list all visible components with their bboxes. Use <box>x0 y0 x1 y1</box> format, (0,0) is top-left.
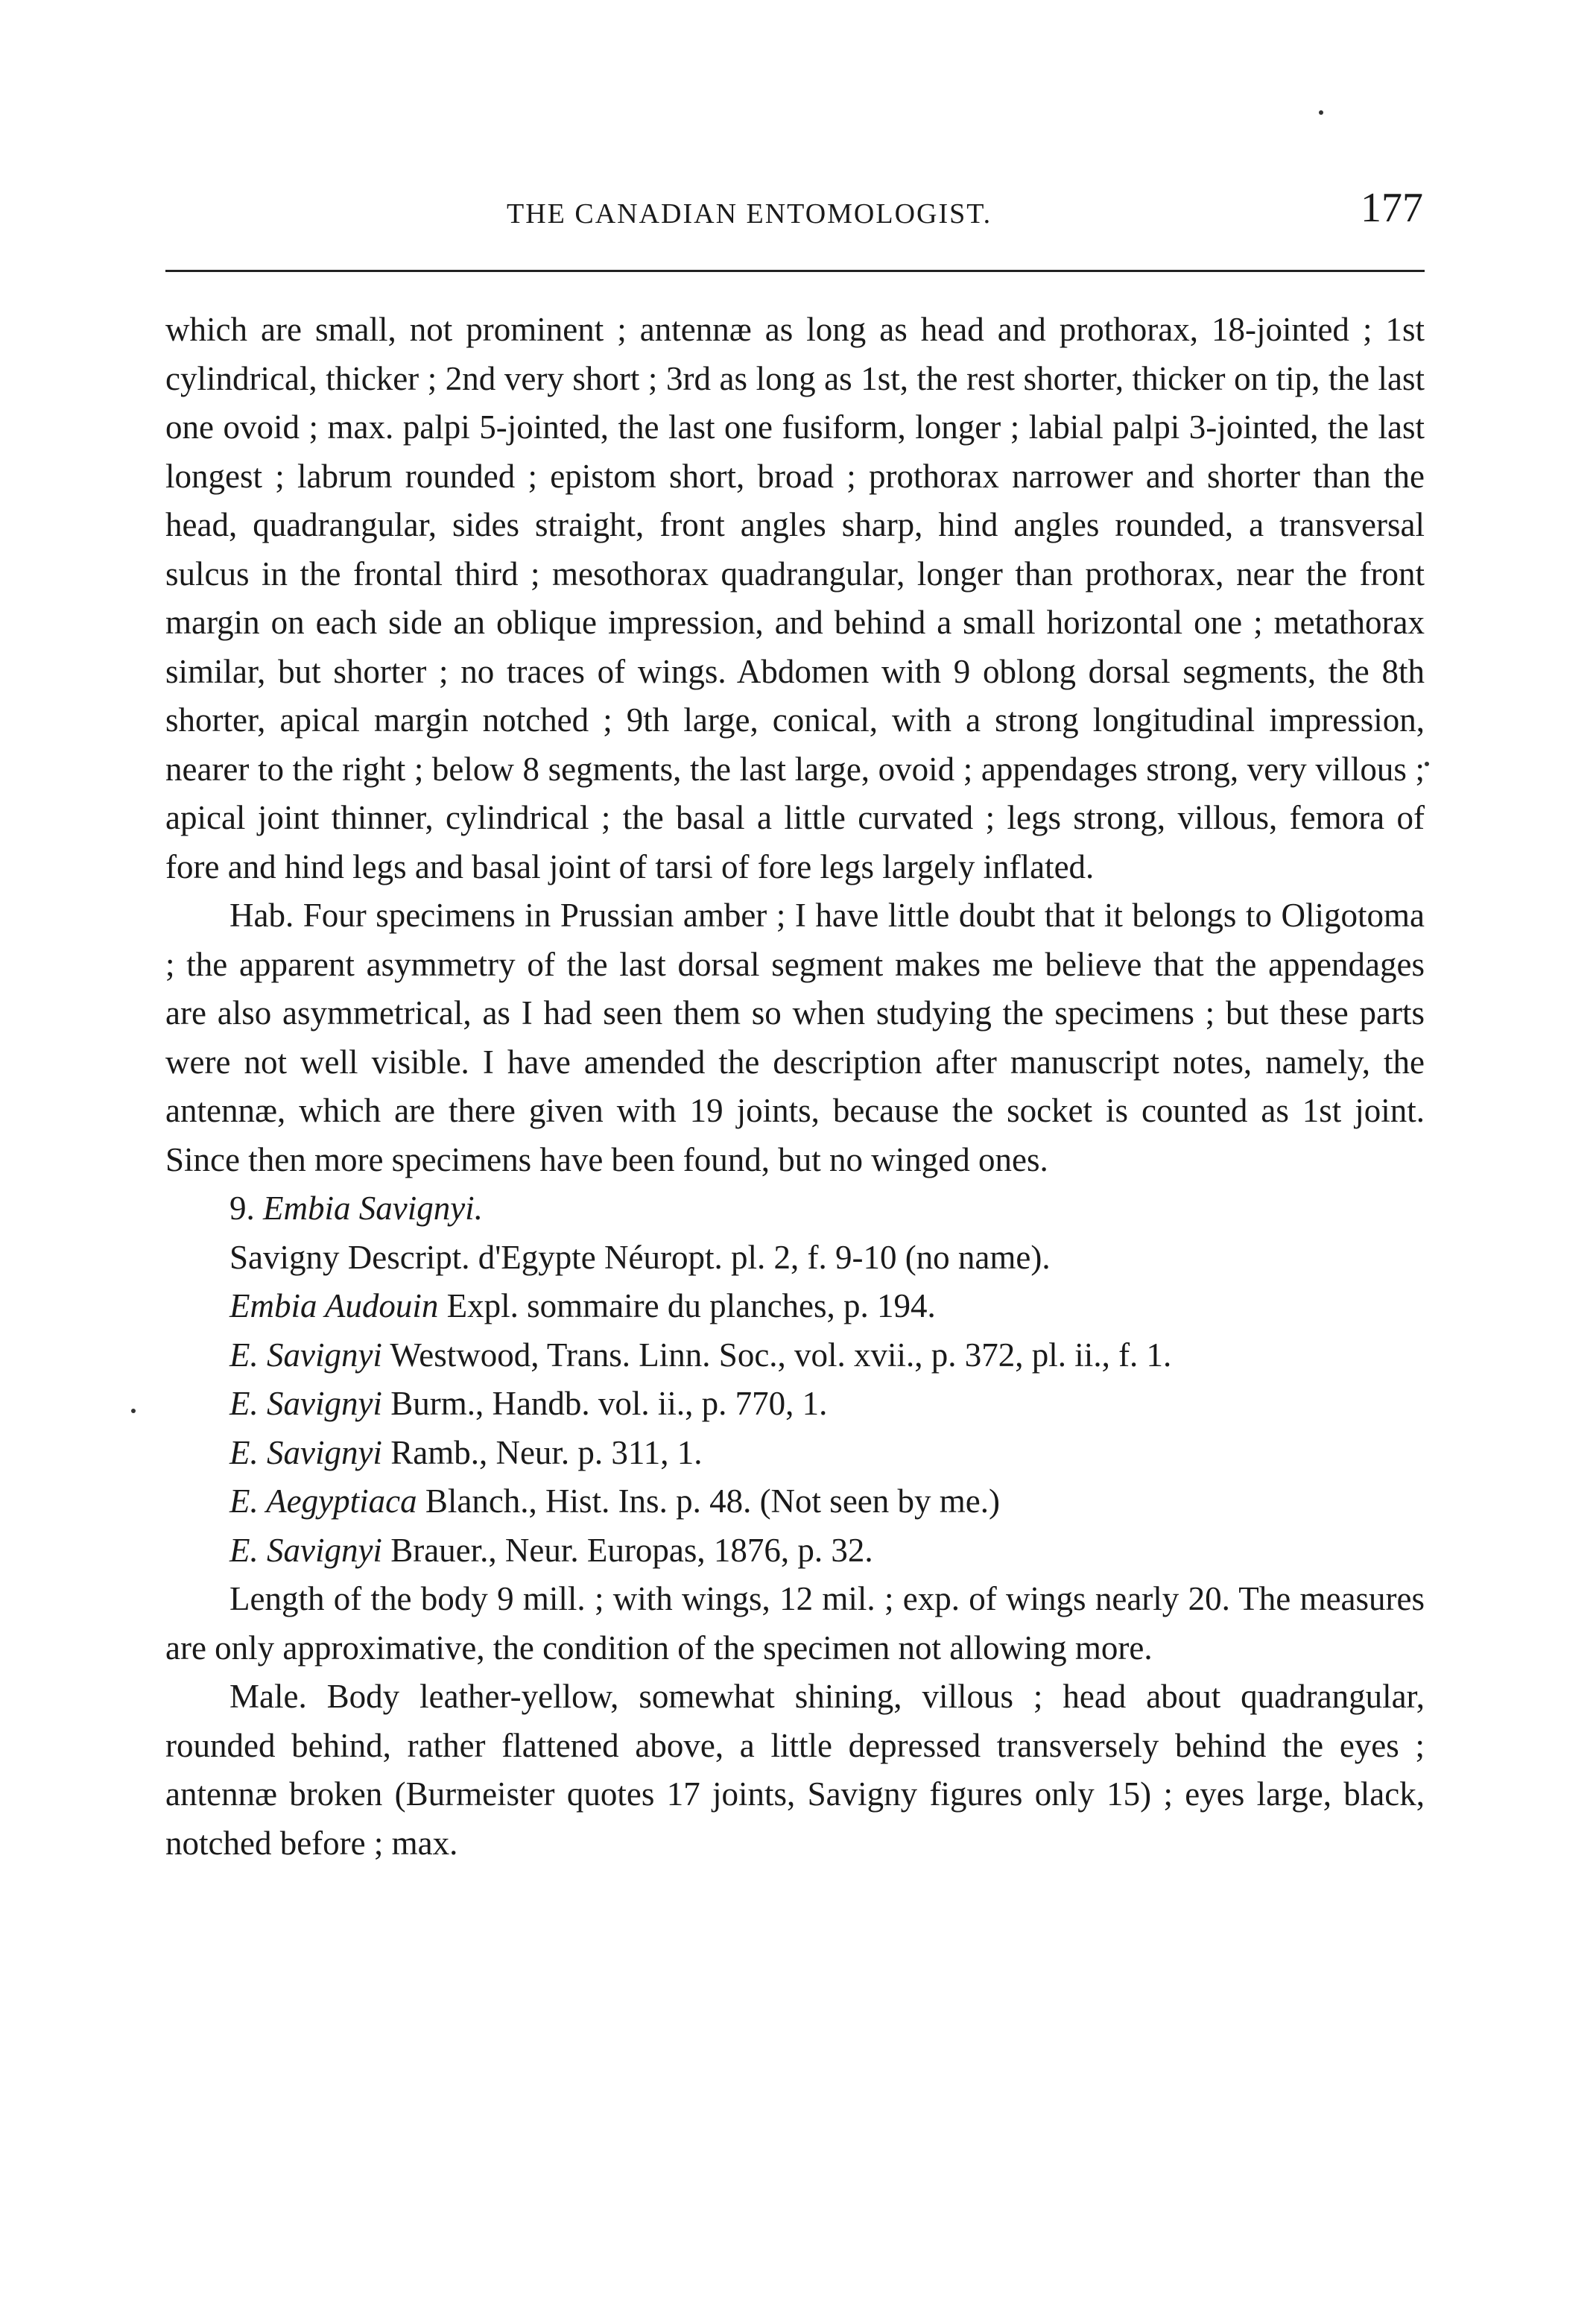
page-number: 177 <box>1361 185 1423 231</box>
citation-line <box>165 1380 1425 1429</box>
citation-ref: Burm., Handb. vol. ii., p. 770, 1. <box>381 1385 828 1422</box>
scan-speck <box>1319 110 1323 115</box>
page-header <box>164 185 1423 242</box>
citation-ref: Savigny Descript. d'Egypte Néuropt. pl. 2, f. 9-10 (no name). <box>229 1238 1051 1276</box>
citation-line <box>165 1429 1425 1478</box>
body-text <box>165 306 1425 1868</box>
citation-name: E. Savignyi <box>229 1385 382 1422</box>
running-title: THE CANADIAN ENTOMOLOGIST. <box>507 198 992 230</box>
paragraph-habitat: Hab. Four specimens in Prussian amber ; I have little doubt that it belongs to Oligotoma ; the apparent asymmetry of the last dorsal segment makes me believe that the appendages are also asymmetrical, as I had seen them so when studying the specimens ; but these parts were not well visible. I have amended the description after manuscript notes, namely, the antennæ, which are there given with 19 joints, because the socket is counted as 1st joint. Since then more specimens have been found, but no winged ones. <box>165 897 1425 1178</box>
citation-name: Embia Audouin <box>229 1287 439 1324</box>
citation-ref: Westwood, Trans. Linn. Soc., vol. xvii., p. 372, pl. ii., f. 1. <box>381 1336 1172 1374</box>
citation-ref: Ramb., Neur. p. 311, 1. <box>381 1433 703 1471</box>
citation-name: E. Aegyptiaca <box>229 1482 417 1520</box>
citation-line <box>165 1234 1425 1283</box>
citation-ref: Expl. sommaire du planches, p. 194. <box>438 1287 936 1324</box>
scan-speck <box>1425 762 1429 766</box>
citation-line <box>165 1526 1425 1576</box>
paragraph-length: Length of the body 9 mill. ; with wings, 12 mil. ; exp. of wings nearly 20. The measures are only approximative, the condition of the specimen not allowing more. <box>165 1580 1425 1667</box>
paragraph-male: Male. Body leather-yellow, somewhat shining, villous ; head about quadrangular, rounded behind, rather flattened above, a little depressed transversely behind the eyes ; antennæ broken (Burmeister quotes 17 joints, Savigny figures only 15) ; eyes large, black, notched before ; max. <box>165 1678 1425 1862</box>
citation-line <box>165 1331 1425 1380</box>
citation-list <box>165 1234 1425 1576</box>
citation-line <box>165 1282 1425 1331</box>
citation-name: E. Savignyi <box>229 1336 382 1374</box>
paragraph-description: which are small, not prominent ; antennæ as long as head and prothorax, 18-jointed ; 1st cylindrical, thicker ; 2nd very short ; 3rd as long as 1st, the rest shorter, thicker on tip, the last one ovoid ; max. palpi 5-jointed, the last one fusiform, longer ; labial palpi 3-jointed, the last longest ; labrum rounded ; epistom short, broad ; prothorax narrower and shorter than the head, quadrangular, sides straight, front angles sharp, hind angles rounded, a transversal sulcus in the frontal third ; mesothorax quadrangular, longer than prothorax, near the front margin on each side an oblique impression, and behind a small horizontal one ; metathorax similar, but shorter ; no traces of wings. Abdomen with 9 oblong dorsal segments, the 8th shorter, apical margin notched ; 9th large, conical, with a strong longitudinal impression, nearer to the right ; below 8 segments, the last large, ovoid ; appendages strong, very villous ; apical joint thinner, cylindrical ; the basal a little curvated ; legs strong, villous, femora of fore and hind legs and basal joint of tarsi of fore legs largely inflated. <box>165 311 1425 885</box>
citation-ref: Brauer., Neur. Europas, 1876, p. 32. <box>381 1531 873 1569</box>
scan-speck <box>131 1409 136 1413</box>
citation-name: E. Savignyi <box>229 1531 382 1569</box>
citation-ref: Blanch., Hist. Ins. p. 48. (Not seen by me.) <box>417 1482 1000 1520</box>
citation-name: E. Savignyi <box>229 1433 382 1471</box>
citation-line <box>165 1477 1425 1526</box>
header-rule <box>165 270 1425 272</box>
species-heading <box>165 1184 1425 1234</box>
species-name: Embia Savignyi. <box>263 1190 483 1227</box>
species-number: 9. <box>229 1190 255 1227</box>
